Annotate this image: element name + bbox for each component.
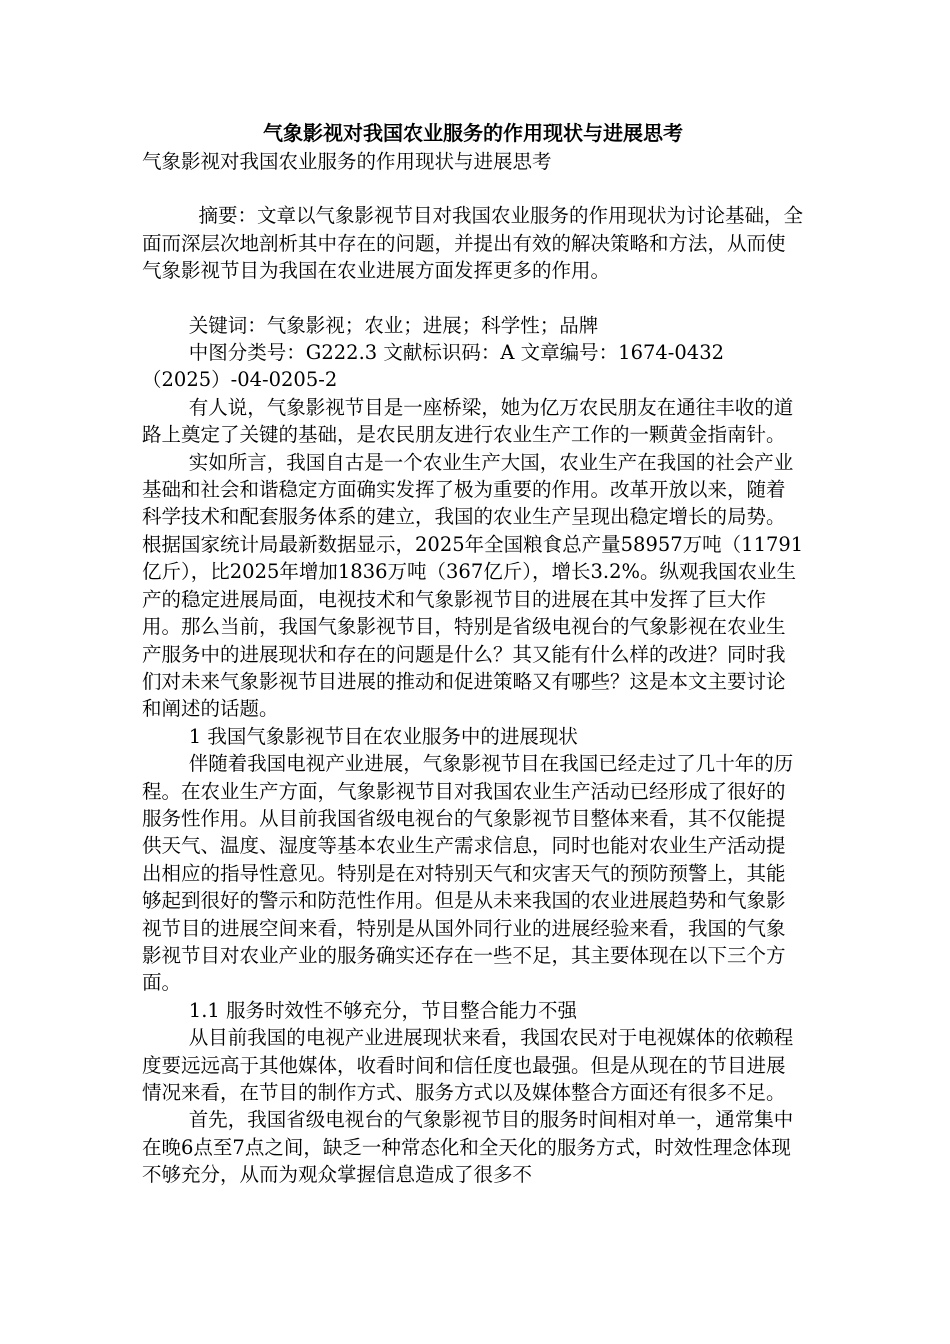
body-paragraph: 从目前我国的电视产业进展现状来看，我国农民对于电视媒体的依赖程度要远远高于其他媒体，收看时间和信任度也最强。但是从现在的节目进展情况来看，在节目的制作方式、服务方式以及媒体整合方面还有很多不足。 [142,1026,794,1104]
body-paragraph: 首先，我国省级电视台的气象影视节目的服务时间相对单一，通常集中在晚6点至7点之间，缺乏一种常态化和全天化的服务方式，时效性理念体现不够充分，从而为观众掌握信息造成了很多不 [142,1108,794,1187]
document-subtitle: 气象影视对我国农业服务的作用现状与进展思考 [142,150,552,173]
document-title: 气象影视对我国农业服务的作用现状与进展思考 [263,121,683,145]
section-heading: 1 我国气象影视节目在农业服务中的进展现状 [188,724,578,748]
body-paragraph: 伴随着我国电视产业进展，气象影视节目在我国已经走过了几十年的历程。在农业生产方面，气象影视节目对我国农业生产活动已经形成了很好的服务性作用。从目前我国省级电视台的气象影视节目整体来看，其不仅能提供天气、温度、湿度等基本农业生产需求信息，同时也能对农业生产活动提出相应的指导性意见。特别是在对特别天气和灾害天气的预防预警上，其能够起到很好的警示和防范性作用。但是从未来我国的农业进展趋势和气象影视节目的进展空间来看，特别是从国外同行业的进展经验来看，我国的气象影视节目对农业产业的服务确实还存在一些不足，其主要体现在以下三个方面。 [142,752,794,995]
body-paragraph: 有人说，气象影视节目是一座桥梁，她为亿万农民朋友在通往丰收的道路上奠定了关键的基础，是农民朋友进行农业生产工作的一颗黄金指南针。 [142,395,794,447]
subsection-heading: 1.1 服务时效性不够充分，节目整合能力不强 [188,998,578,1022]
body-paragraph: 实如所言，我国自古是一个农业生产大国，农业生产在我国的社会产业基础和社会和谐稳定方面确实发挥了极为重要的作用。改革开放以来，随着科学技术和配套服务体系的建立，我国的农业生产呈现出稳定增长的局势。根据国家统计局最新数据显示，2025年全国粮食总产量58957万吨（11791亿斤），比2025年增加1836万吨（367亿斤），增长3.2%。纵观我国农业生产的稳定进展局面，电视技术和气象影视节目的进展在其中发挥了巨大作用。那么当前，我国气象影视节目，特别是省级电视台的气象影视在农业生产服务中的进展现状和存在的问题是什么？其又能有什么样的改进？同时我们对未来气象影视节目进展的推动和促进策略又有哪些？这是本文主要讨论和阐述的话题。 [142,450,804,721]
document-page [142,118,804,1189]
keywords-line: 关键词：气象影视；农业；进展；科学性；品牌 [188,313,599,337]
classification-line: 中图分类号：G222.3 文献标识码：A 文章编号：1674-0432（2025）-04-0205-2 [142,341,725,392]
abstract-paragraph: 摘要：文章以气象影视节目对我国农业服务的作用现状为讨论基础，全面而深层次地剖析其中存在的问题，并提出有效的解决策略和方法，从而使气象影视节目为我国在农业进展方面发挥更多的作用。 [142,204,804,283]
